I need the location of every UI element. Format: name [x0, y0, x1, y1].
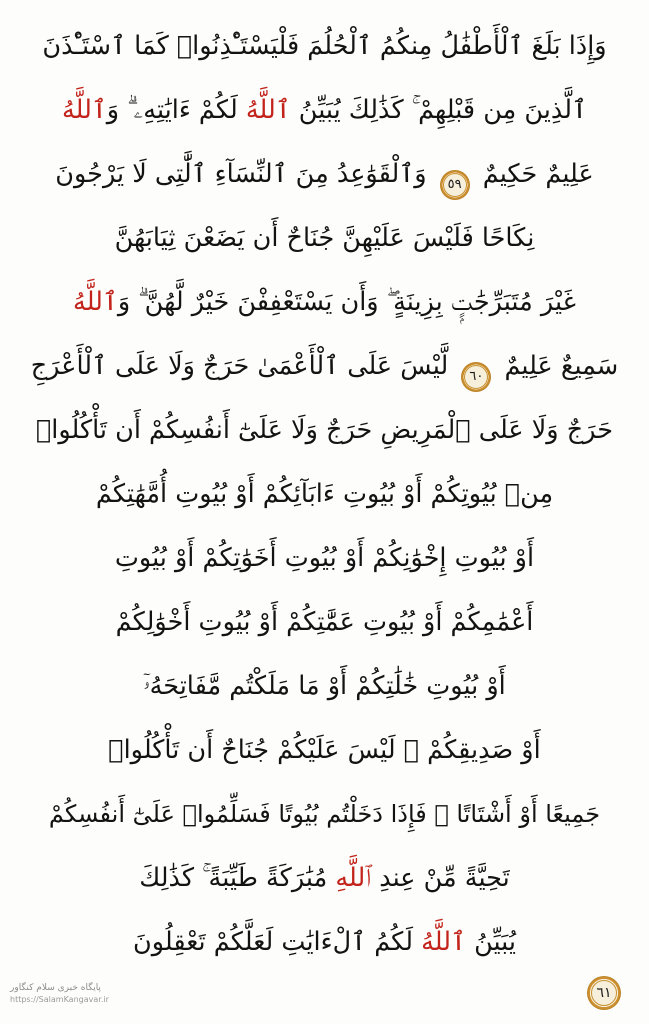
ayah-marker-number: ٦٠	[469, 369, 484, 384]
watermark-title: پایگاه خبری سلام کنگاور	[10, 983, 101, 993]
quran-line-text: وَإِذَا بَلَغَ ٱلْأَطْفَٰلُ مِنكُمُ ٱلْحُلُمَ فَلْيَسْتَـْٔذِنُوا۟ كَمَا ٱسْتَـْٔذَنَ	[42, 31, 607, 61]
quran-line	[26, 654, 623, 718]
quran-line	[26, 142, 623, 206]
quran-line	[26, 14, 623, 78]
quran-line	[26, 78, 623, 142]
watermark-url: https://SalamKangavar.ir	[10, 995, 109, 1004]
quran-line	[26, 462, 623, 526]
quran-line-text: نِكَاحًا فَلَيْسَ عَلَيْهِنَّ جُنَاحٌ أَن يَضَعْنَ ثِيَابَهُنَّ	[114, 223, 535, 253]
quran-line-text: تَحِيَّةً مِّنْ عِندِ ٱللَّهِ مُبَٰرَكَةً طَيِّبَةً ۚ كَذَٰلِكَ	[139, 863, 510, 893]
page-number-text: ٦١	[596, 985, 612, 1001]
quran-line	[26, 334, 623, 398]
quran-line	[26, 398, 623, 462]
quran-line	[26, 846, 623, 910]
lafz-jalala: ٱللَّهِ	[335, 863, 372, 893]
quran-line-text: سَمِيعٌ عَلِيمٌ	[504, 351, 619, 381]
quran-line-text: أَعْمَٰمِكُمْ أَوْ بُيُوتِ عَمَّٰتِكُمْ أَوْ بُيُوتِ أَخْوَٰلِكُمْ	[115, 607, 534, 637]
quran-line-text: وَٱلْقَوَٰعِدُ مِنَ ٱلنِّسَآءِ ٱلَّٰتِى لَا يَرْجُونَ	[55, 159, 427, 189]
quran-line	[26, 782, 623, 846]
quran-line-text: جَمِيعًا أَوْ أَشْتَاتًا ۚ فَإِذَا دَخَلْتُم بُيُوتًا فَسَلِّمُوا۟ عَلَىٰٓ أَنفُسِكُمْ	[48, 800, 601, 828]
ayah-marker-number: ٥٩	[447, 177, 462, 192]
quran-line-text: حَرَجٌ وَلَا عَلَى ٱلْمَرِيضِ حَرَجٌ وَلَا عَلَىٰٓ أَنفُسِكُمْ أَن تَأْكُلُوا۟	[36, 415, 613, 445]
quran-line	[26, 526, 623, 590]
quran-line-text: ٱلَّذِينَ مِن قَبْلِهِمْ ۚ كَذَٰلِكَ يُبَيِّنُ ٱللَّهُ لَكُمْ ءَايَٰتِهِۦ ۗ وَٱللَّهُ	[61, 95, 588, 125]
quran-line-text: أَوْ بُيُوتِ خَٰلَٰتِكُمْ أَوْ مَا مَلَكْتُم مَّفَاتِحَهُۥٓ	[143, 671, 506, 701]
quran-line-text: عَلِيمٌ حَكِيمٌ	[482, 159, 594, 189]
quran-line-text: أَوْ صَدِيقِكُمْ ۚ لَيْسَ عَلَيْكُمْ جُنَاحٌ أَن تَأْكُلُوا۟	[108, 735, 541, 765]
ayah-marker-60	[461, 362, 491, 392]
quran-line-text: يُبَيِّنُ ٱللَّهُ لَكُمُ ٱلْءَايَٰتِ لَعَلَّكُمْ تَعْقِلُونَ	[133, 927, 516, 957]
quran-line-text: مِنۢ بُيُوتِكُمْ أَوْ بُيُوتِ ءَابَآئِكُمْ أَوْ بُيُوتِ أُمَّهَٰتِكُمْ	[95, 479, 554, 509]
quran-line	[26, 206, 623, 270]
quran-text-block	[26, 14, 623, 974]
lafz-jalala: ٱللَّهُ	[61, 95, 107, 125]
quran-line	[26, 590, 623, 654]
lafz-jalala: ٱللَّهُ	[73, 287, 118, 317]
quran-line	[26, 718, 623, 782]
quran-line-text: لَّيْسَ عَلَى ٱلْأَعْمَىٰ حَرَجٌ وَلَا عَلَى ٱلْأَعْرَجِ	[30, 351, 449, 381]
quran-line	[26, 270, 623, 334]
quran-line-text: غَيْرَ مُتَبَرِّجَٰتٍۭ بِزِينَةٍ ۖ وَأَن يَسْتَعْفِفْنَ خَيْرٌ لَّهُنَّ ۗ وَٱللَّهُ	[73, 287, 576, 317]
quran-line-text: أَوْ بُيُوتِ إِخْوَٰنِكُمْ أَوْ بُيُوتِ أَخَوَٰتِكُمْ أَوْ بُيُوتِ	[114, 543, 535, 573]
ayah-marker-59	[440, 170, 470, 200]
lafz-jalala: ٱللَّهُ	[245, 95, 291, 125]
quran-line	[26, 910, 623, 974]
watermark	[10, 982, 109, 1006]
page-number-badge	[587, 976, 621, 1010]
lafz-jalala: ٱللَّهُ	[421, 927, 466, 957]
